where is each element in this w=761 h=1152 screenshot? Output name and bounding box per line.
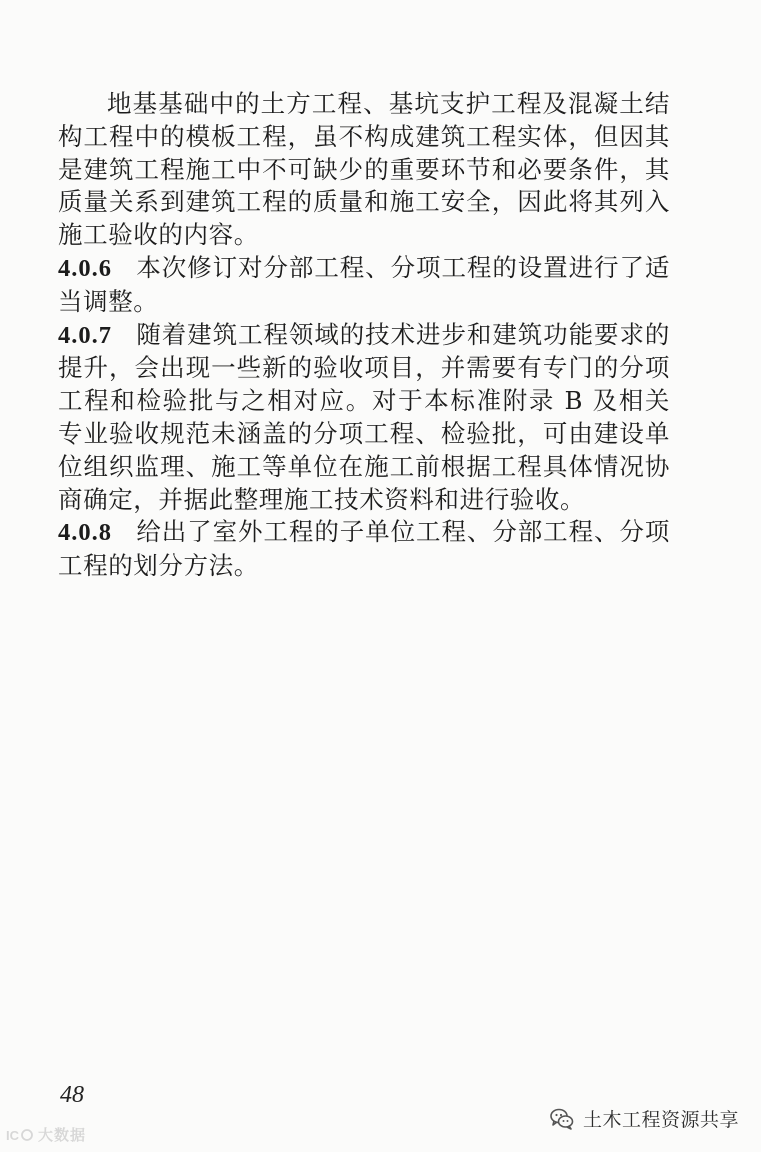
clause-text: 随着建筑工程领域的技术进步和建筑功能要求的提升，会出现一些新的验收项目，并需要有专门的分项工程和检验批与之相对应。对于本标准附录 B 及相关专业验收规范未涵盖的分项工程、检验批，可由建设单位组织监理、施工等单位在施工前根据工程具体情况协商确定，并据此整理施工技术资料和进行验收。 (58, 319, 670, 514)
page-number: 48 (60, 1082, 84, 1108)
clause-number: 4.0.6 (58, 254, 112, 282)
clause-text: 给出了室外工程的子单位工程、分部工程、分项工程的划分方法。 (58, 517, 670, 581)
clause-number: 4.0.8 (58, 519, 112, 547)
svg-text:IC: IC (6, 1127, 19, 1143)
brand-badge (549, 1105, 739, 1132)
clause-4-0-7 (58, 319, 670, 517)
intro-paragraph: 地基基础中的土方工程、基坑支护工程及混凝土结构工程中的模板工程，虽不构成建筑工程实体，但因其是建筑工程施工中不可缺少的重要环节和必要条件，其质量关系到建筑工程的质量和施工安全，因此将其列入施工验收的内容。 (58, 89, 670, 250)
clause-4-0-8 (58, 516, 670, 583)
brand-name: 土木工程资源共享 (582, 1109, 739, 1131)
watermark-text: 大数据 (38, 1126, 87, 1144)
clause-number: 4.0.7 (58, 321, 112, 349)
clause-text: 本次修订对分部工程、分项工程的设置进行了适当调整。 (58, 252, 670, 316)
document-body (58, 88, 670, 583)
wechat-bubble-icon (549, 1106, 575, 1132)
watermark-logo-icon (6, 1126, 34, 1144)
clause-4-0-6 (58, 252, 670, 319)
watermark (6, 1124, 86, 1145)
